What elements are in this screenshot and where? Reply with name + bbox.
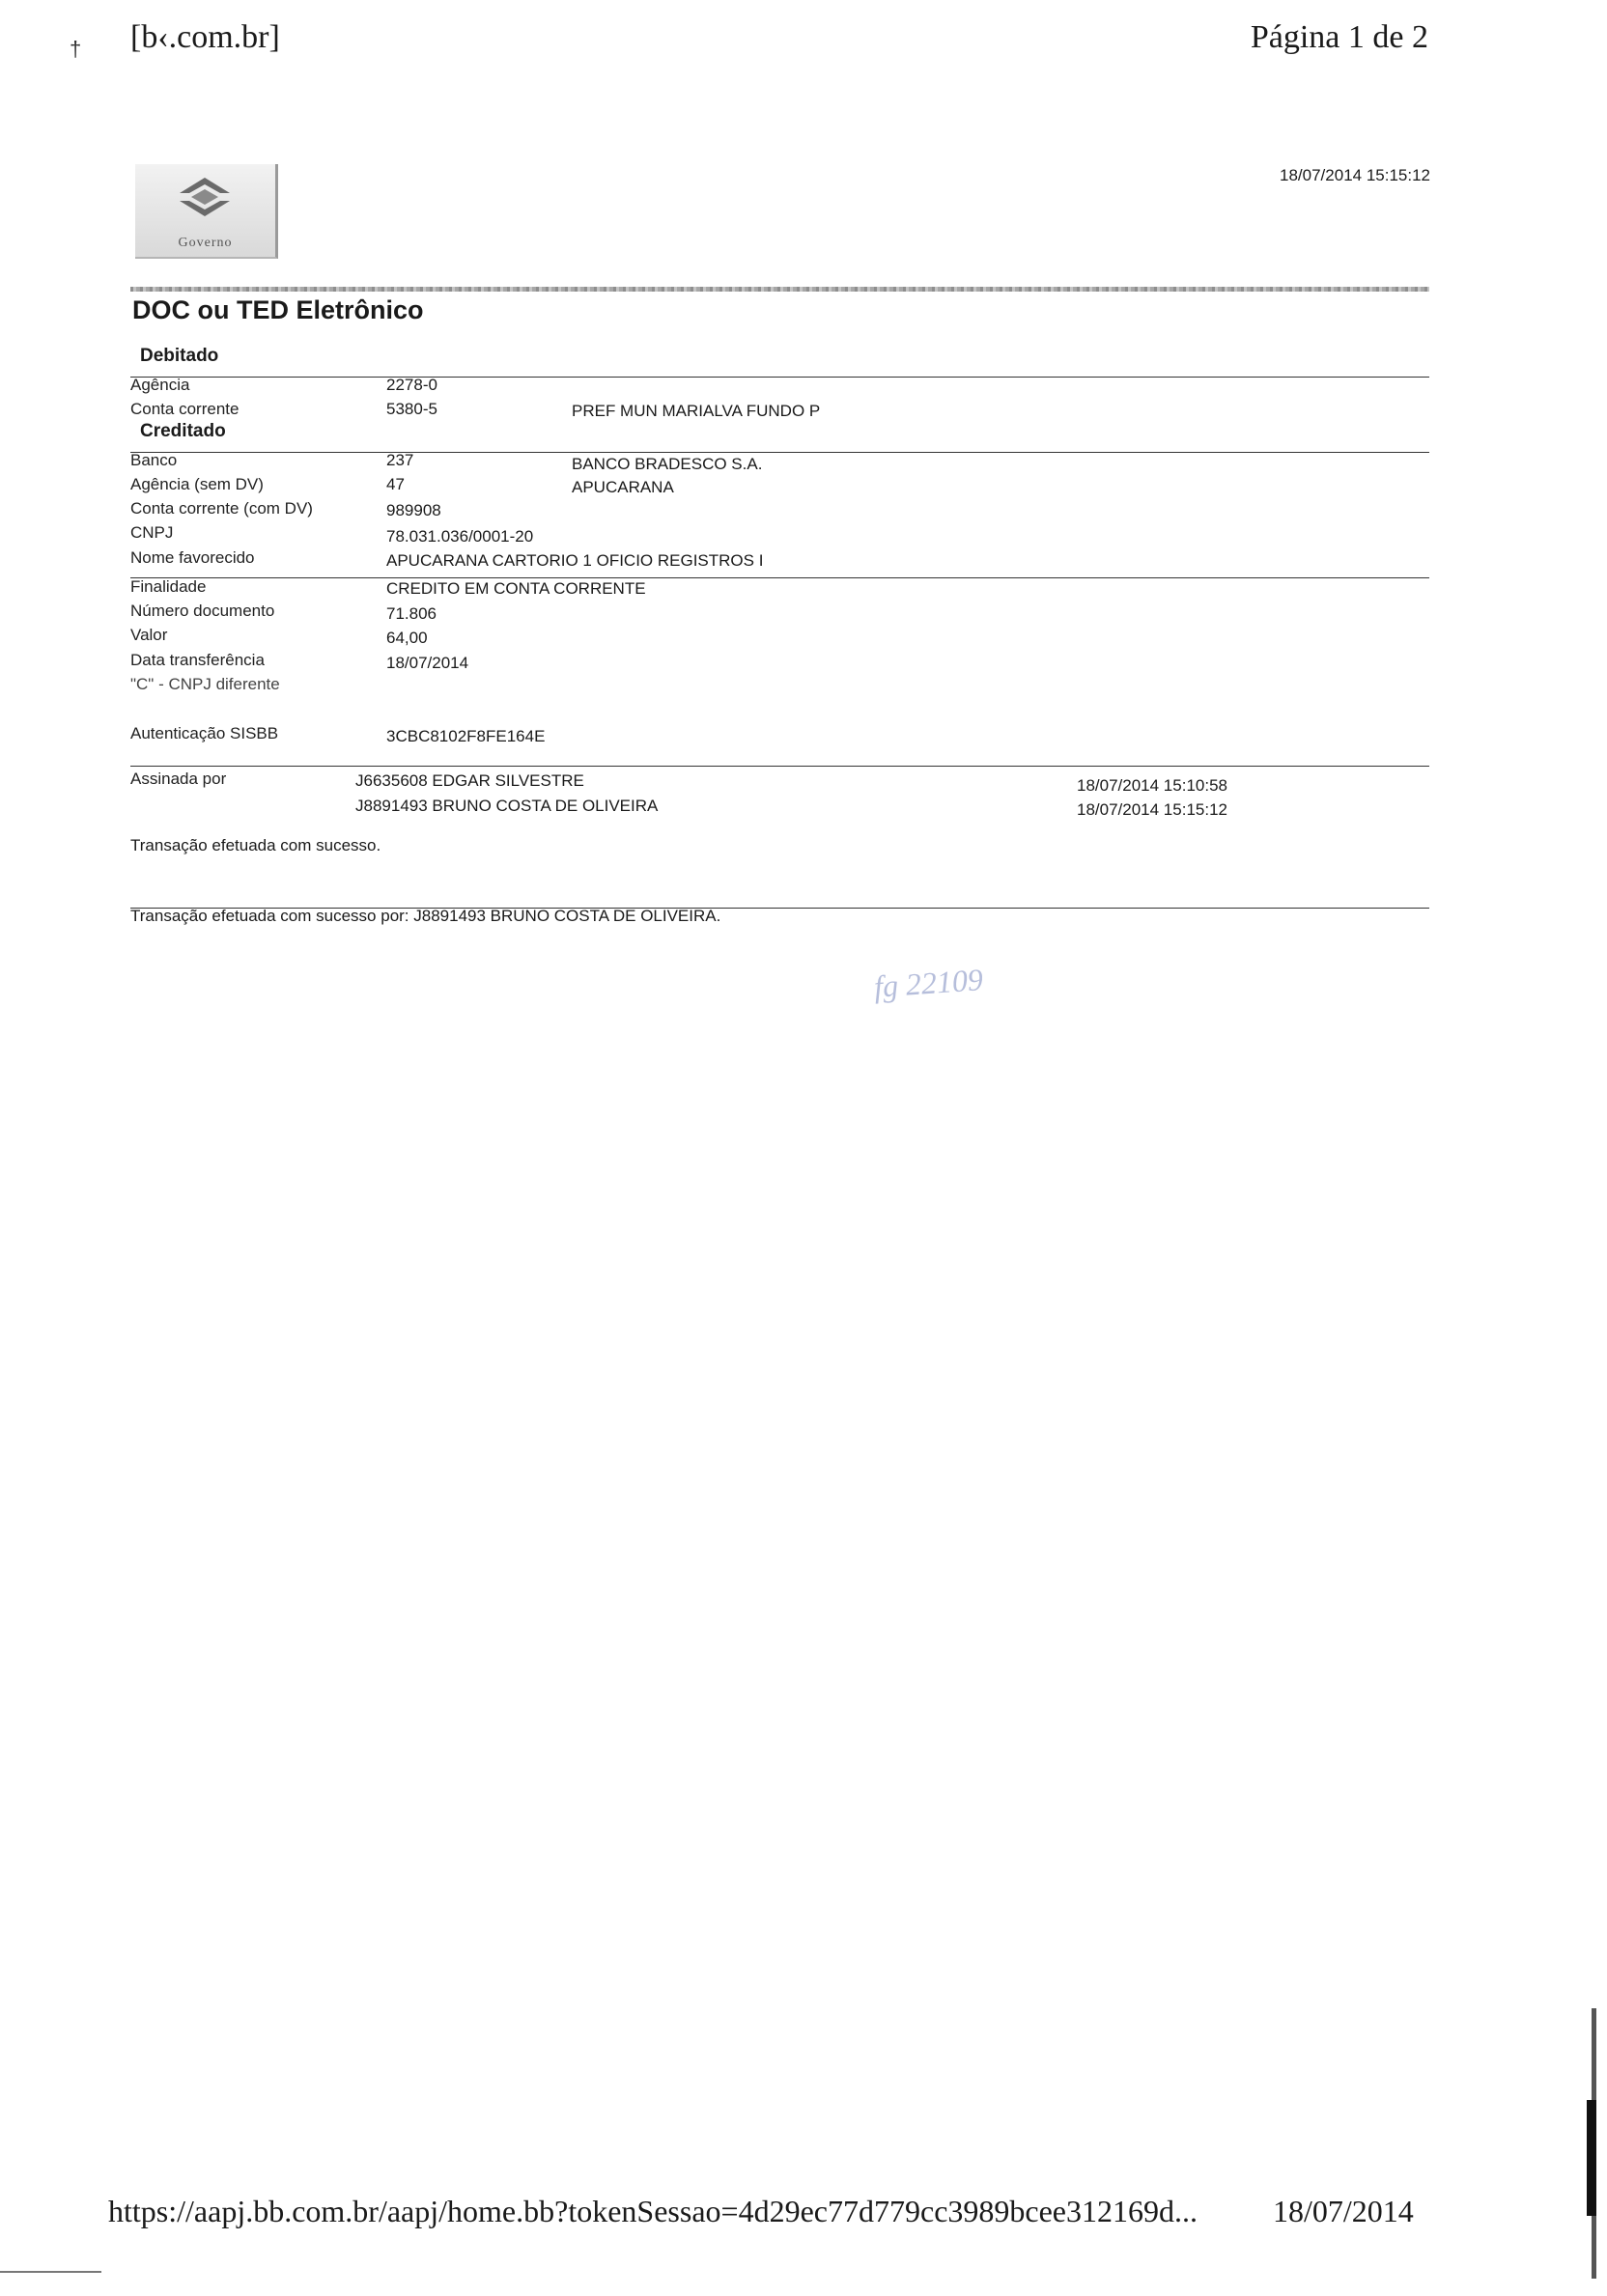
success-message: Transação efetuada com sucesso. — [130, 836, 381, 854]
corner-mark: † — [70, 37, 82, 61]
label-data: Data transferência — [130, 651, 265, 669]
note-cnpj: "C" - CNPJ diferente — [130, 675, 280, 693]
page-title: DOC ou TED Eletrônico — [132, 295, 424, 324]
header-divider — [130, 287, 1429, 292]
label-autenticacao: Autenticação SISBB — [130, 724, 279, 742]
value-finalidade: CREDITO EM CONTA CORRENTE — [386, 579, 646, 598]
signer-name: J8891493 BRUNO COSTA DE OLIVEIRA — [355, 797, 659, 815]
banco-do-brasil-logo-icon — [172, 172, 238, 222]
scan-edge — [1587, 2100, 1596, 2216]
value-data: 18/07/2014 — [386, 654, 469, 672]
value-favorecido: APUCARANA CARTORIO 1 OFICIO REGISTROS I — [386, 551, 764, 570]
value-documento: 71.806 — [386, 604, 437, 623]
value-cnpj: 78.031.036/0001-20 — [386, 527, 534, 546]
footer-date: 18/07/2014 — [1273, 2194, 1414, 2228]
logo-label: Governo — [178, 236, 233, 250]
header-site: [b‹.com.br] — [130, 19, 280, 55]
governo-logo — [135, 164, 278, 259]
label-banco: Banco — [130, 451, 178, 469]
value-agencia-credito: 47 — [386, 475, 405, 493]
value-valor: 64,00 — [386, 629, 428, 647]
scan-edge — [0, 2271, 101, 2273]
footer-url: https://aapj.bb.com.br/aapj/home.bb?tokenSessao=4d29ec77d779cc3989bcee312169d... — [108, 2194, 1198, 2228]
handwritten-annotation: fg 22109 — [872, 962, 984, 1004]
value-titular: PREF MUN MARIALVA FUNDO P — [572, 402, 821, 420]
header-page-number: Página 1 de 2 — [1250, 19, 1428, 55]
divider — [130, 377, 1429, 378]
value-agencia: 2278-0 — [386, 376, 437, 394]
divider — [130, 577, 1429, 578]
section-creditado: Creditado — [140, 421, 226, 441]
label-agencia: Agência — [130, 376, 190, 394]
signer-time: 18/07/2014 15:15:12 — [1077, 800, 1227, 819]
signer-time: 18/07/2014 15:10:58 — [1077, 776, 1227, 795]
label-cnpj: CNPJ — [130, 523, 174, 542]
value-banco: 237 — [386, 451, 414, 469]
value-agencia-nome: APUCARANA — [572, 478, 674, 496]
final-message: Transação efetuada com sucesso por: J8891493 BRUNO COSTA DE OLIVEIRA. — [130, 907, 721, 925]
label-conta: Conta corrente — [130, 400, 240, 418]
label-conta-credito: Conta corrente (com DV) — [130, 499, 313, 518]
signer-name: J6635608 EDGAR SILVESTRE — [355, 771, 584, 790]
value-conta: 5380-5 — [386, 400, 437, 418]
value-conta-credito: 989908 — [386, 501, 441, 519]
label-agencia-credito: Agência (sem DV) — [130, 475, 264, 493]
section-debitado: Debitado — [140, 346, 219, 366]
print-timestamp: 18/07/2014 15:15:12 — [1280, 166, 1430, 184]
label-valor: Valor — [130, 626, 168, 644]
label-favorecido: Nome favorecido — [130, 548, 255, 567]
label-finalidade: Finalidade — [130, 577, 207, 596]
label-documento: Número documento — [130, 602, 275, 620]
value-autenticacao: 3CBC8102F8FE164E — [386, 727, 546, 745]
label-assinada: Assinada por — [130, 770, 227, 788]
divider — [130, 766, 1429, 767]
value-banco-nome: BANCO BRADESCO S.A. — [572, 455, 763, 473]
divider — [130, 452, 1429, 453]
